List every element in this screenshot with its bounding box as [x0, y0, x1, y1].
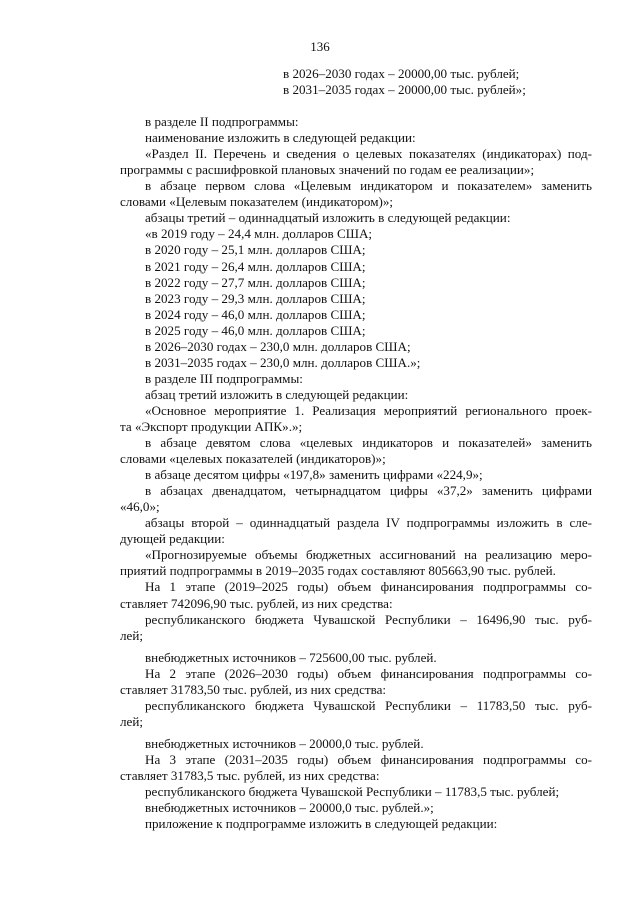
- text-line: «Раздел II. Перечень и сведения о целевых показателях (индикаторах) под-: [145, 146, 592, 162]
- text-line: в 2031–2035 годах – 20000,00 тыс. рублей»;: [283, 82, 526, 98]
- text-line: словами «Целевым показателем (индикатором)»;: [120, 194, 394, 210]
- text-line: «в 2019 году – 24,4 млн. долларов США;: [145, 226, 373, 242]
- text-line: республиканского бюджета Чувашской Республики – 11783,50 тыс. руб-: [145, 697, 592, 713]
- text-line: «Основное мероприятие 1. Реализация мероприятий регионального проек-: [145, 402, 592, 418]
- text-line: наименование изложить в следующей редакции:: [145, 130, 416, 146]
- text-line: в 2021 году – 26,4 млн. долларов США;: [145, 258, 366, 274]
- text-line: «Прогнозируемые объемы бюджетных ассигнований на реализацию меро-: [145, 547, 592, 563]
- text-line: в абзаце девятом слова «целевых индикаторов и показателей» заменить: [145, 435, 592, 451]
- text-line: абзацы третий – одиннадцатый изложить в следующей редакции:: [145, 210, 511, 226]
- page-number: 136: [310, 39, 330, 54]
- text-line: приятий подпрограммы в 2019–2035 годах составляют 805663,90 тыс. рублей.: [120, 563, 556, 579]
- text-line: республиканского бюджета Чувашской Республики – 16496,90 тыс. руб-: [145, 611, 592, 627]
- text-line: ставляет 742096,90 тыс. рублей, из них средства:: [120, 595, 393, 611]
- text-line: На 1 этапе (2019–2025 годы) объем финансирования подпрограммы со-: [145, 579, 592, 595]
- text-line: дующей редакции:: [120, 531, 225, 547]
- text-line: На 3 этапе (2031–2035 годы) объем финансирования подпрограммы со-: [145, 751, 592, 767]
- text-line: в абзаце первом слова «Целевым индикатором и показателем» заменить: [145, 178, 592, 194]
- spacer: [120, 98, 592, 114]
- text-line: в 2022 году – 27,7 млн. долларов США;: [145, 274, 366, 290]
- text-line: в 2024 году – 46,0 млн. долларов США;: [145, 306, 366, 322]
- text-line: лей;: [120, 627, 143, 643]
- text-line: внебюджетных источников – 20000,0 тыс. рублей.»;: [145, 800, 434, 816]
- text-line: в 2026–2030 годах – 230,0 млн. долларов США;: [145, 338, 411, 354]
- text-line: в 2020 году – 25,1 млн. долларов США;: [145, 242, 366, 258]
- text-line: приложение к подпрограмме изложить в следующей редакции:: [145, 816, 498, 832]
- text-line: абзац третий изложить в следующей редакции:: [145, 386, 409, 402]
- text-line: абзацы второй – одиннадцатый раздела IV подпрограммы изложить в сле-: [145, 515, 592, 531]
- text-line: словами «целевых показателей (индикаторов)»;: [120, 451, 386, 467]
- text-line: внебюджетных источников – 725600,00 тыс. рублей.: [145, 649, 437, 665]
- text-line: в абзацах двенадцатом, четырнадцатом цифры «37,2» заменить цифрами: [145, 483, 592, 499]
- text-line: ставляет 31783,5 тыс. рублей, из них средства:: [120, 767, 380, 783]
- text-line: в 2031–2035 годах – 230,0 млн. долларов США.»;: [145, 354, 421, 370]
- text-line: в 2026–2030 годах – 20000,00 тыс. рублей;: [283, 66, 520, 81]
- text-line: программы с расшифровкой плановых значений по годам ее реализации»;: [120, 162, 535, 178]
- text-line: ставляет 31783,50 тыс. рублей, из них средства:: [120, 681, 387, 697]
- text-line: в 2023 году – 29,3 млн. долларов США;: [145, 290, 366, 306]
- text-line: внебюджетных источников – 20000,0 тыс. рублей.: [145, 735, 424, 751]
- text-line: «46,0»;: [120, 499, 160, 515]
- text-line: та «Экспорт продукции АПК».»;: [120, 418, 303, 434]
- text-line: в разделе III подпрограммы:: [145, 370, 303, 386]
- text-line: лей;: [120, 713, 143, 729]
- text-line: республиканского бюджета Чувашской Республики – 11783,5 тыс. рублей;: [145, 784, 560, 800]
- text-line: в разделе II подпрограммы:: [145, 114, 299, 130]
- text-line: На 2 этапе (2026–2030 годы) объем финансирования подпрограммы со-: [145, 665, 592, 681]
- text-line: в 2025 году – 46,0 млн. долларов США;: [145, 322, 366, 338]
- document-body: [120, 66, 592, 832]
- text-line: в абзаце десятом цифры «197,8» заменить цифрами «224,9»;: [145, 467, 483, 483]
